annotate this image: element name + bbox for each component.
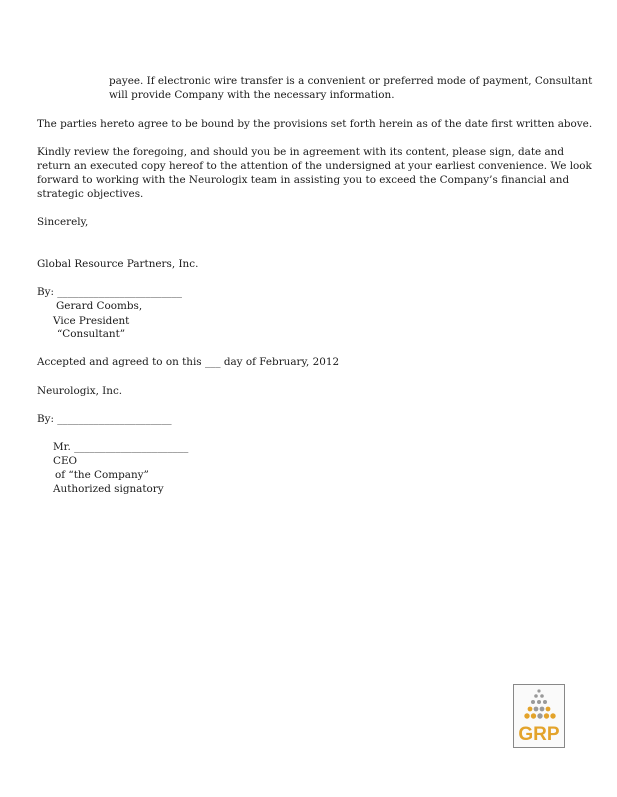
- company-mr-line: Mr. ______________________: [53, 441, 189, 453]
- consultant-role: “Consultant”: [57, 328, 126, 340]
- logo-dot: [537, 713, 542, 718]
- company-authorized: Authorized signatory: [53, 483, 164, 495]
- logo-dot: [537, 689, 540, 692]
- company-of-company: of “the Company”: [55, 469, 149, 481]
- logo-dot: [524, 713, 529, 718]
- grp-logo-mark: [514, 685, 564, 747]
- company-title: CEO: [53, 455, 78, 467]
- logo-dot: [534, 694, 538, 698]
- logo-dot: [540, 707, 545, 712]
- logo-dot: [544, 713, 549, 718]
- grp-logo: [513, 684, 565, 748]
- agreement-statement: The parties hereto agree to be bound by the provisions set forth herein as of the date first written above.: [37, 118, 593, 130]
- logo-dot: [531, 713, 536, 718]
- accepted-line: Accepted and agreed to on this ___ day of February, 2012: [37, 356, 340, 368]
- closing: Sincerely,: [37, 216, 89, 228]
- payment-line-2: will provide Company with the necessary information.: [109, 89, 395, 101]
- company-name: Neurologix, Inc.: [37, 385, 123, 397]
- payment-line-1: payee. If electronic wire transfer is a convenient or preferred mode of payment, Consultant: [109, 75, 593, 87]
- kindly-line-2: return an executed copy hereof to the attention of the undersigned at your earliest convenience. We look: [37, 160, 592, 172]
- company-by-line: By: ______________________: [37, 413, 172, 425]
- consultant-name: Gerard Coombs,: [56, 300, 143, 312]
- logo-dot: [550, 713, 555, 718]
- logo-dot: [534, 707, 539, 712]
- kindly-line-3: forward to working with the Neurologix team in assisting you to exceed the Company’s financial and: [37, 174, 570, 186]
- consultant-company: Global Resource Partners, Inc.: [37, 258, 199, 270]
- logo-dot: [531, 700, 535, 704]
- logo-dot: [537, 700, 541, 704]
- logo-dot: [546, 707, 551, 712]
- kindly-line-4: strategic objectives.: [37, 188, 144, 200]
- logo-dot: [540, 694, 544, 698]
- kindly-line-1: Kindly review the foregoing, and should you be in agreement with its content, please sign, date and: [37, 146, 565, 158]
- consultant-title: Vice President: [53, 315, 130, 327]
- logo-text: GRP: [518, 724, 560, 745]
- logo-dot: [528, 707, 533, 712]
- consultant-by-line: By: ________________________: [37, 286, 182, 298]
- logo-dot: [543, 700, 547, 704]
